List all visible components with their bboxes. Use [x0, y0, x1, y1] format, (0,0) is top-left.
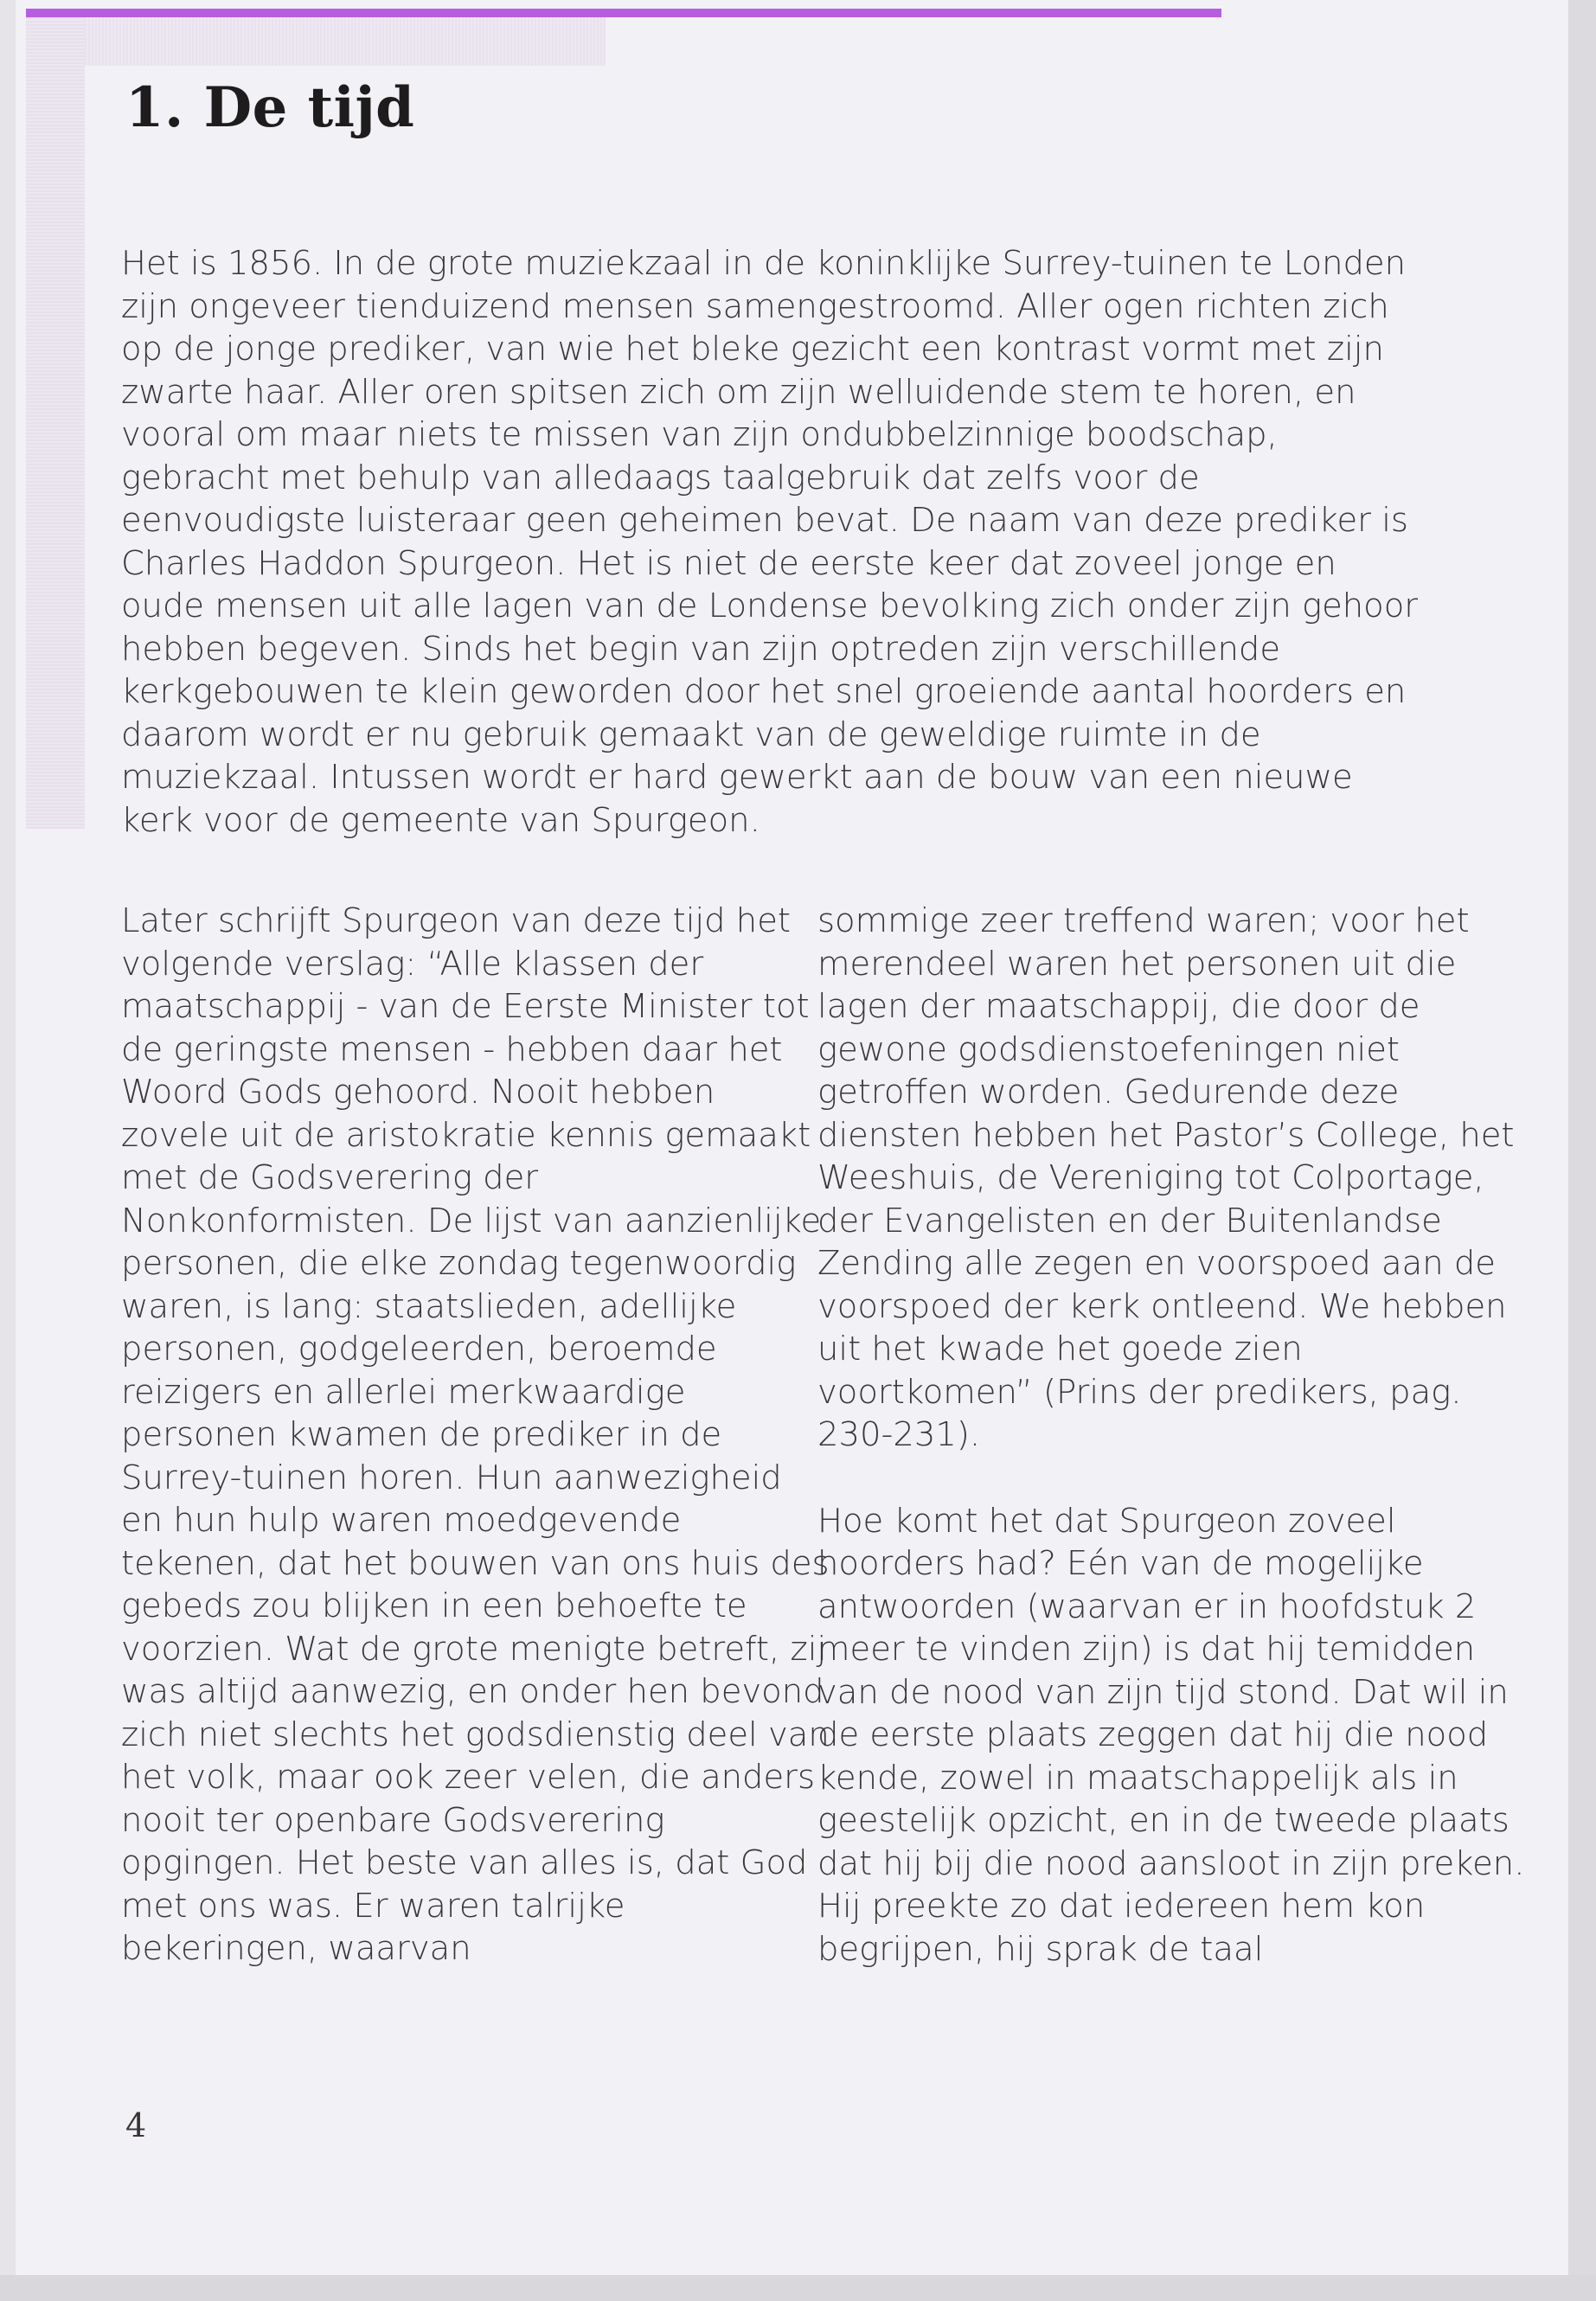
left-column	[121, 900, 830, 2014]
page-bottom-edge	[0, 2275, 1596, 2301]
header-texture-band	[26, 17, 606, 66]
intro-paragraph: Het is 1856. In de grote muziekzaal in de koninklijke Surrey-tuinen te Londen zijn ongeveer tienduizend mensen samengestroomd. Aller ogen richten zich op de jonge prediker, van wie het bleke gezicht een kontrast vormt met zijn zwarte haar. Aller oren spitsen zich om zijn welluidende stem te horen, en vooral om maar niets te missen van zijn ondubbelzinnige boodschap, gebracht met behulp van alledaags taalgebruik dat zelfs voor de eenvoudigste luisteraar geen geheimen bevat. De naam van deze prediker is Charles Haddon Spurgeon. Het is niet de eerste keer dat zoveel jonge en oude mensen uit alle lagen van de Londense bevolking zich onder zijn gehoor hebben begeven. Sinds het begin van zijn optreden zijn verschillende kerkgebouwen te klein geworden door het snel groeiende aantal hoorders en daarom wordt er nu gebruik gemaakt van de geweldige ruimte in de muziekzaal. Intussen wordt er hard gewerkt aan de bouw van een nieuwe kerk voor de gemeente van Spurgeon.	[121, 244, 1419, 840]
left-column-paragraph: Later schrijft Spurgeon van deze tijd het volgende verslag: “Alle klassen der maatschappij - van de Eerste Minister tot de geringste mensen - hebben daar het Woord Gods gehoord. Nooit hebben zovele uit de aristokratie kennis gemaakt met de Godsverering der Nonkonformisten. De lijst van aanzienlijke personen, die elke zondag tegenwoordig waren, is lang: staatslieden, adellijke personen, godgeleerden, beroemde reizigers en allerlei merkwaardige personen kwamen de prediker in de Surrey-tuinen horen. Hun aanwezigheid en hun hulp waren moedgevende tekenen, dat het bouwen van ons huis des gebeds zou blijken in een behoefte te voorzien. Wat de grote menigte betreft, zij was altijd aanwezig, en onder hen bevond zich niet slechts het godsdienstig deel van het volk, maar ook zeer velen, die anders nooit ter openbare Godsverering opgingen. Het beste van alles is, dat God met ons was. Er waren talrijke bekeringen, waarvan	[121, 901, 830, 1968]
chapter-title: 1. De tijd	[125, 75, 415, 140]
right-column-paragraph-1: sommige zeer treffend waren; voor het merendeel waren het personen uit die lagen der maatschappij, die door de gewone godsdienstoefeningen niet getroffen worden. Gedurende deze diensten hebben het Pastor’s College, het Weeshuis, de Vereniging tot Colportage, der Evangelisten en der Buitenlandse Zending alle zegen en voorspoed aan de voorspoed der kerk ontleend. We hebben uit het kwade het goede zien voortkomen” (Prins der predikers, pag. 230-231).	[817, 901, 1515, 1454]
purple-header-rule	[26, 9, 1221, 17]
right-column	[817, 900, 1527, 2014]
right-column-paragraph-2: Hoe komt het dat Spurgeon zoveel hoorders had? Eén van de mogelijke antwoorden (waarvan er in hoofdstuk 2 meer te vinden zijn) is dat hij temidden van de nood van zijn tijd stond. Dat wil in de eerste plaats zeggen dat hij die nood kende, zowel in maatschappelijk als in geestelijk opzicht, en in de tweede plaats dat hij bij die nood aansloot in zijn preken. Hij preekte zo dat iedereen hem kon begrijpen, hij sprak de taal	[817, 1501, 1525, 1969]
margin-texture-band	[26, 17, 85, 829]
page-right-edge	[1568, 0, 1596, 2301]
page-number: 4	[125, 2106, 147, 2144]
